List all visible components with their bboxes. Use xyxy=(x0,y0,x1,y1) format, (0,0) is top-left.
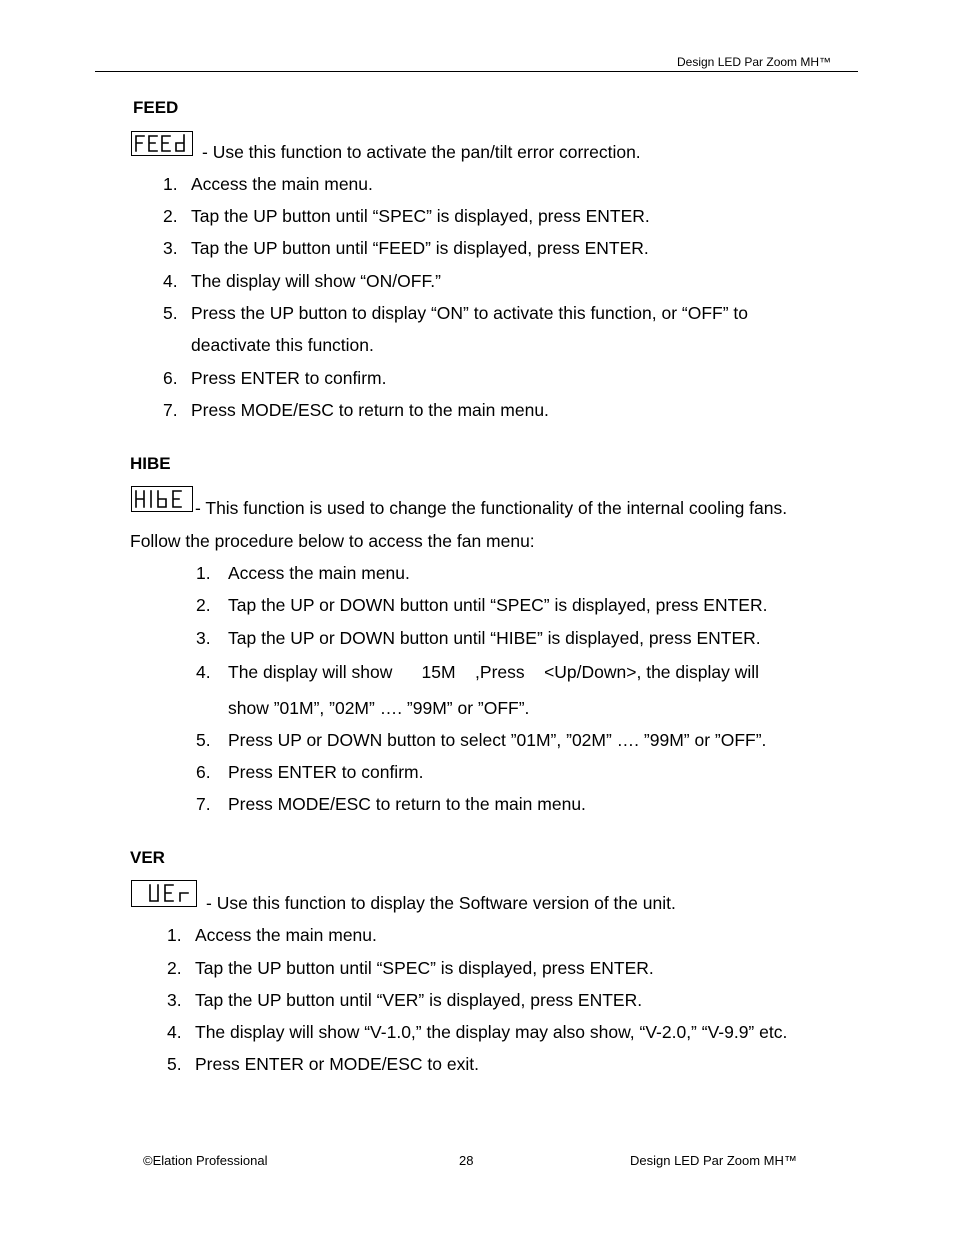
list-item: 3. Tap the UP or DOWN button until “HIBE” is displayed, press ENTER. xyxy=(196,628,761,648)
list-item: 6. Press ENTER to confirm. xyxy=(163,368,387,388)
list-item-continuation: deactivate this function. xyxy=(191,335,374,355)
list-item: 4. The display will show “V-1.0,” the display may also show, “V-2.0,” “V-9.9” etc. xyxy=(167,1022,788,1042)
hibe-intro-2: Follow the procedure below to access the fan menu: xyxy=(130,531,535,551)
list-item: 3. Tap the UP button until “FEED” is displayed, press ENTER. xyxy=(163,238,649,258)
page-number: 28 xyxy=(459,1153,474,1168)
list-item: 7. Press MODE/ESC to return to the main menu. xyxy=(163,400,549,420)
footer-right: Design LED Par Zoom MH™ xyxy=(630,1153,797,1168)
list-item: 2. Tap the UP button until “SPEC” is displayed, press ENTER. xyxy=(167,958,654,978)
list-item: 3. Tap the UP button until “VER” is displayed, press ENTER. xyxy=(167,990,643,1010)
list-item: 7. Press MODE/ESC to return to the main menu. xyxy=(196,794,586,814)
list-item: 1. Access the main menu. xyxy=(167,925,377,945)
list-item: 1. Access the main menu. xyxy=(196,563,410,583)
list-item: 2. Tap the UP button until “SPEC” is displayed, press ENTER. xyxy=(163,206,650,226)
list-item: 6. Press ENTER to confirm. xyxy=(196,762,424,782)
lcd-display-ver-icon xyxy=(131,880,197,907)
list-item: 4. The display will show 15M ,Press <Up/Down>, the display will xyxy=(196,662,760,682)
list-item: 5. Press ENTER or MODE/ESC to exit. xyxy=(167,1054,479,1074)
section-heading-ver: VER xyxy=(130,848,165,867)
header-rule xyxy=(95,71,858,72)
lcd-display-feed-icon xyxy=(131,131,193,156)
list-item: 4. The display will show “ON/OFF.” xyxy=(163,271,441,291)
feed-intro: - Use this function to activate the pan/tilt error correction. xyxy=(202,142,641,162)
hibe-intro: - This function is used to change the functionality of the internal cooling fans. xyxy=(195,498,788,518)
list-item: 5. Press the UP button to display “ON” to activate this function, or “OFF” to xyxy=(163,303,748,323)
section-heading-hibe: HIBE xyxy=(130,454,171,473)
list-item: 1. Access the main menu. xyxy=(163,174,373,194)
list-item: 2. Tap the UP or DOWN button until “SPEC” is displayed, press ENTER. xyxy=(196,595,768,615)
list-item-continuation: show ”01M”, ”02M” …. ”99M” or ”OFF”. xyxy=(228,698,530,718)
section-heading-feed: FEED xyxy=(133,98,179,117)
lcd-display-hibe-icon xyxy=(131,486,193,512)
ver-intro: - Use this function to display the Software version of the unit. xyxy=(206,893,676,913)
footer-left: ©Elation Professional xyxy=(143,1153,268,1168)
list-item: 5. Press UP or DOWN button to select ”01M”, ”02M” …. ”99M” or ”OFF”. xyxy=(196,730,767,750)
header-title: Design LED Par Zoom MH™ xyxy=(677,55,832,69)
